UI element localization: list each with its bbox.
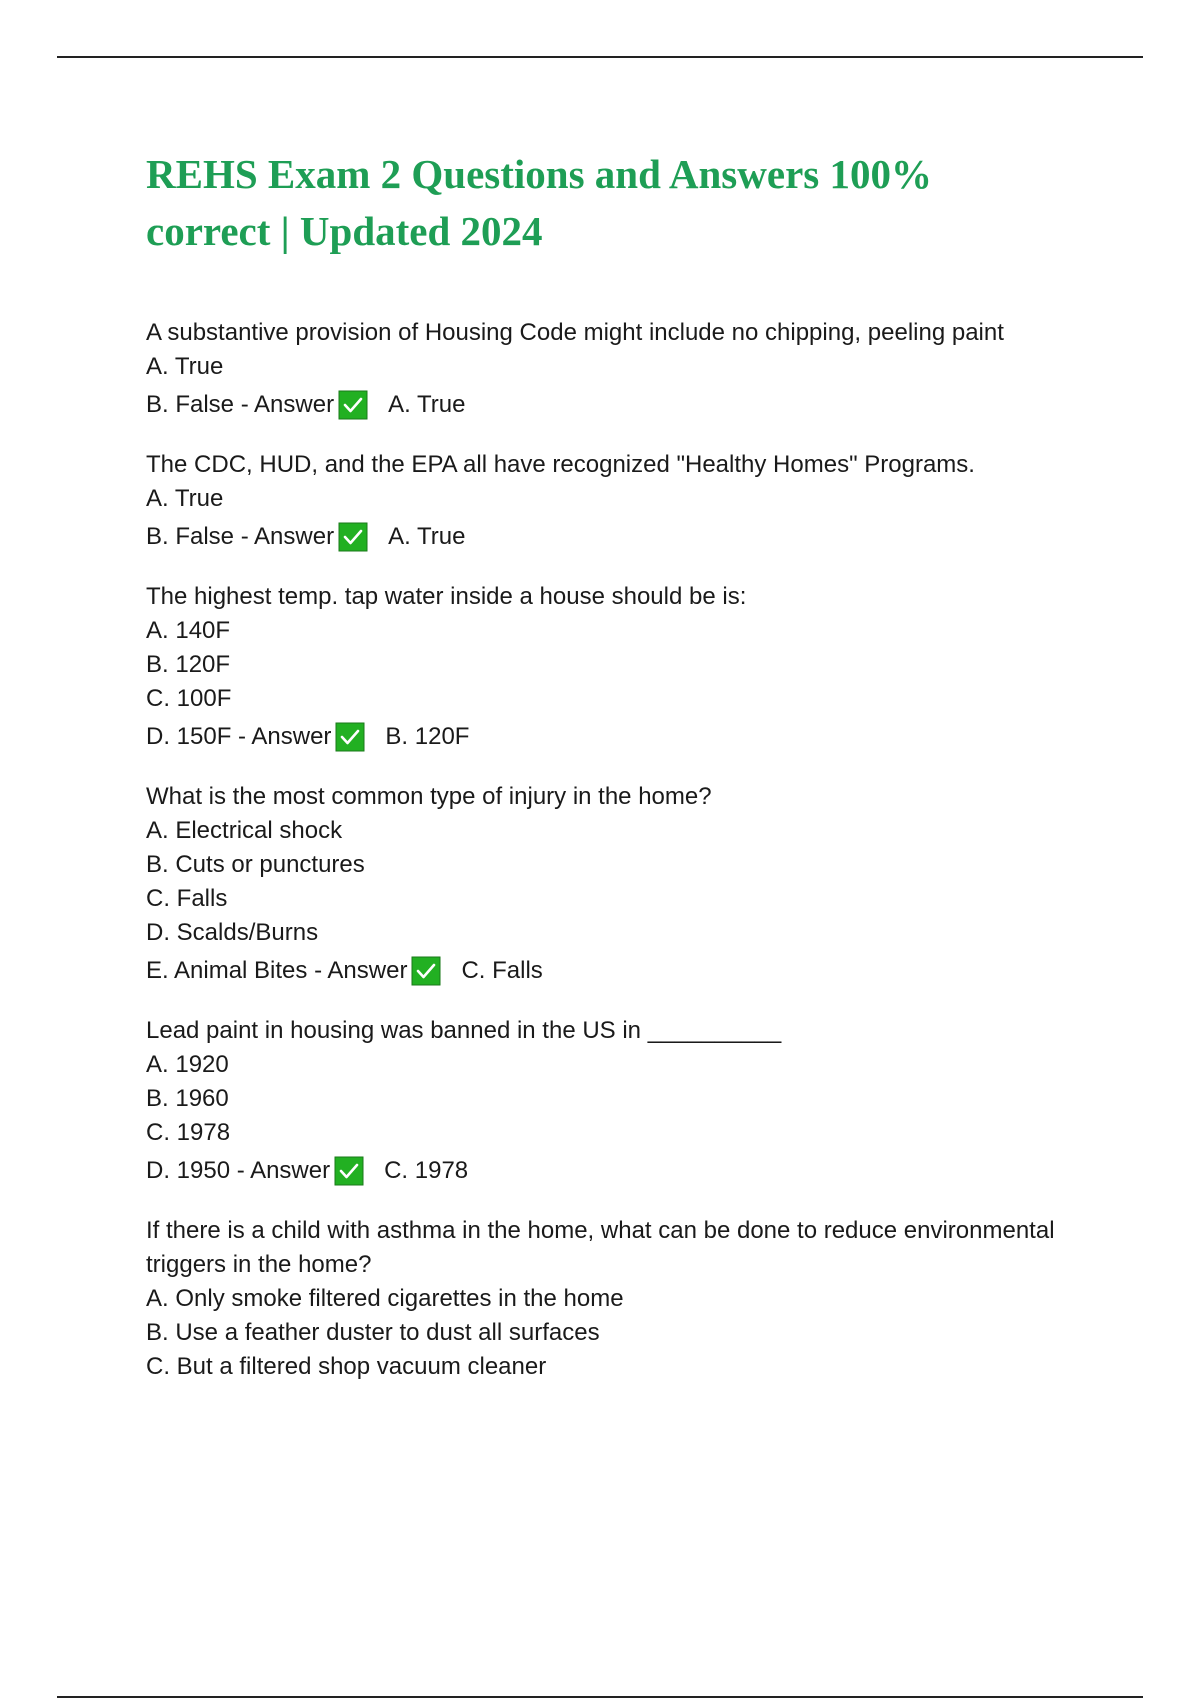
question-text: Lead paint in housing was banned in the US in __________: [146, 1017, 782, 1044]
question-block-5: [146, 1014, 1106, 1188]
answer-value: A. True: [388, 523, 466, 550]
top-rule: [57, 56, 1143, 58]
answer-line: [146, 720, 1106, 754]
answer-line: [146, 1154, 1106, 1188]
check-mark-icon: [338, 522, 368, 552]
last-option: D. 1950 - Answer: [146, 1157, 331, 1184]
check-mark-icon: [334, 1156, 364, 1186]
option: A. 140F: [146, 617, 231, 644]
option: B. Use a feather duster to dust all surfaces: [146, 1319, 600, 1346]
question-block-2: [146, 448, 1106, 554]
option: A. 1920: [146, 1051, 229, 1078]
answer-line: [146, 388, 1106, 422]
document-title: REHS Exam 2 Questions and Answers 100% correct | Updated 2024: [146, 151, 932, 254]
answer-line: [146, 520, 1106, 554]
answer-value: A. True: [388, 391, 466, 418]
question-text: A substantive provision of Housing Code might include no chipping, peeling paint: [146, 319, 1004, 346]
option: A. True: [146, 485, 224, 512]
option: A. Electrical shock: [146, 817, 343, 844]
option: B. Cuts or punctures: [146, 851, 365, 878]
check-mark-icon: [411, 956, 441, 986]
answer-value: C. Falls: [461, 957, 543, 984]
last-option: B. False - Answer: [146, 391, 335, 418]
question-text: If there is a child with asthma in the home, what can be done to reduce environmental triggers in the home?: [146, 1217, 1055, 1278]
option: C. 1978: [146, 1119, 231, 1146]
question-text: The CDC, HUD, and the EPA all have recognized "Healthy Homes" Programs.: [146, 451, 975, 478]
answer-value: C. 1978: [384, 1157, 469, 1184]
option: C. Falls: [146, 885, 228, 912]
check-mark-icon: [338, 390, 368, 420]
option: B. 120F: [146, 651, 231, 678]
check-mark-icon: [335, 722, 365, 752]
option: C. But a filtered shop vacuum cleaner: [146, 1353, 547, 1380]
question-block-6: [146, 1214, 1106, 1384]
option: C. 100F: [146, 685, 232, 712]
option: D. Scalds/Burns: [146, 919, 319, 946]
option: A. True: [146, 353, 224, 380]
question-text: The highest temp. tap water inside a house should be is:: [146, 583, 747, 610]
last-option: E. Animal Bites - Answer: [146, 957, 408, 984]
last-option: B. False - Answer: [146, 523, 335, 550]
bottom-rule: [57, 1696, 1143, 1698]
question-block-3: [146, 580, 1106, 754]
option: A. Only smoke filtered cigarettes in the home: [146, 1285, 624, 1312]
option: B. 1960: [146, 1085, 229, 1112]
question-list: [146, 316, 1106, 1410]
answer-value: B. 120F: [385, 723, 470, 750]
question-block-1: [146, 316, 1106, 422]
question-text: What is the most common type of injury in the home?: [146, 783, 712, 810]
question-block-4: [146, 780, 1106, 988]
answer-line: [146, 954, 1106, 988]
last-option: D. 150F - Answer: [146, 723, 332, 750]
